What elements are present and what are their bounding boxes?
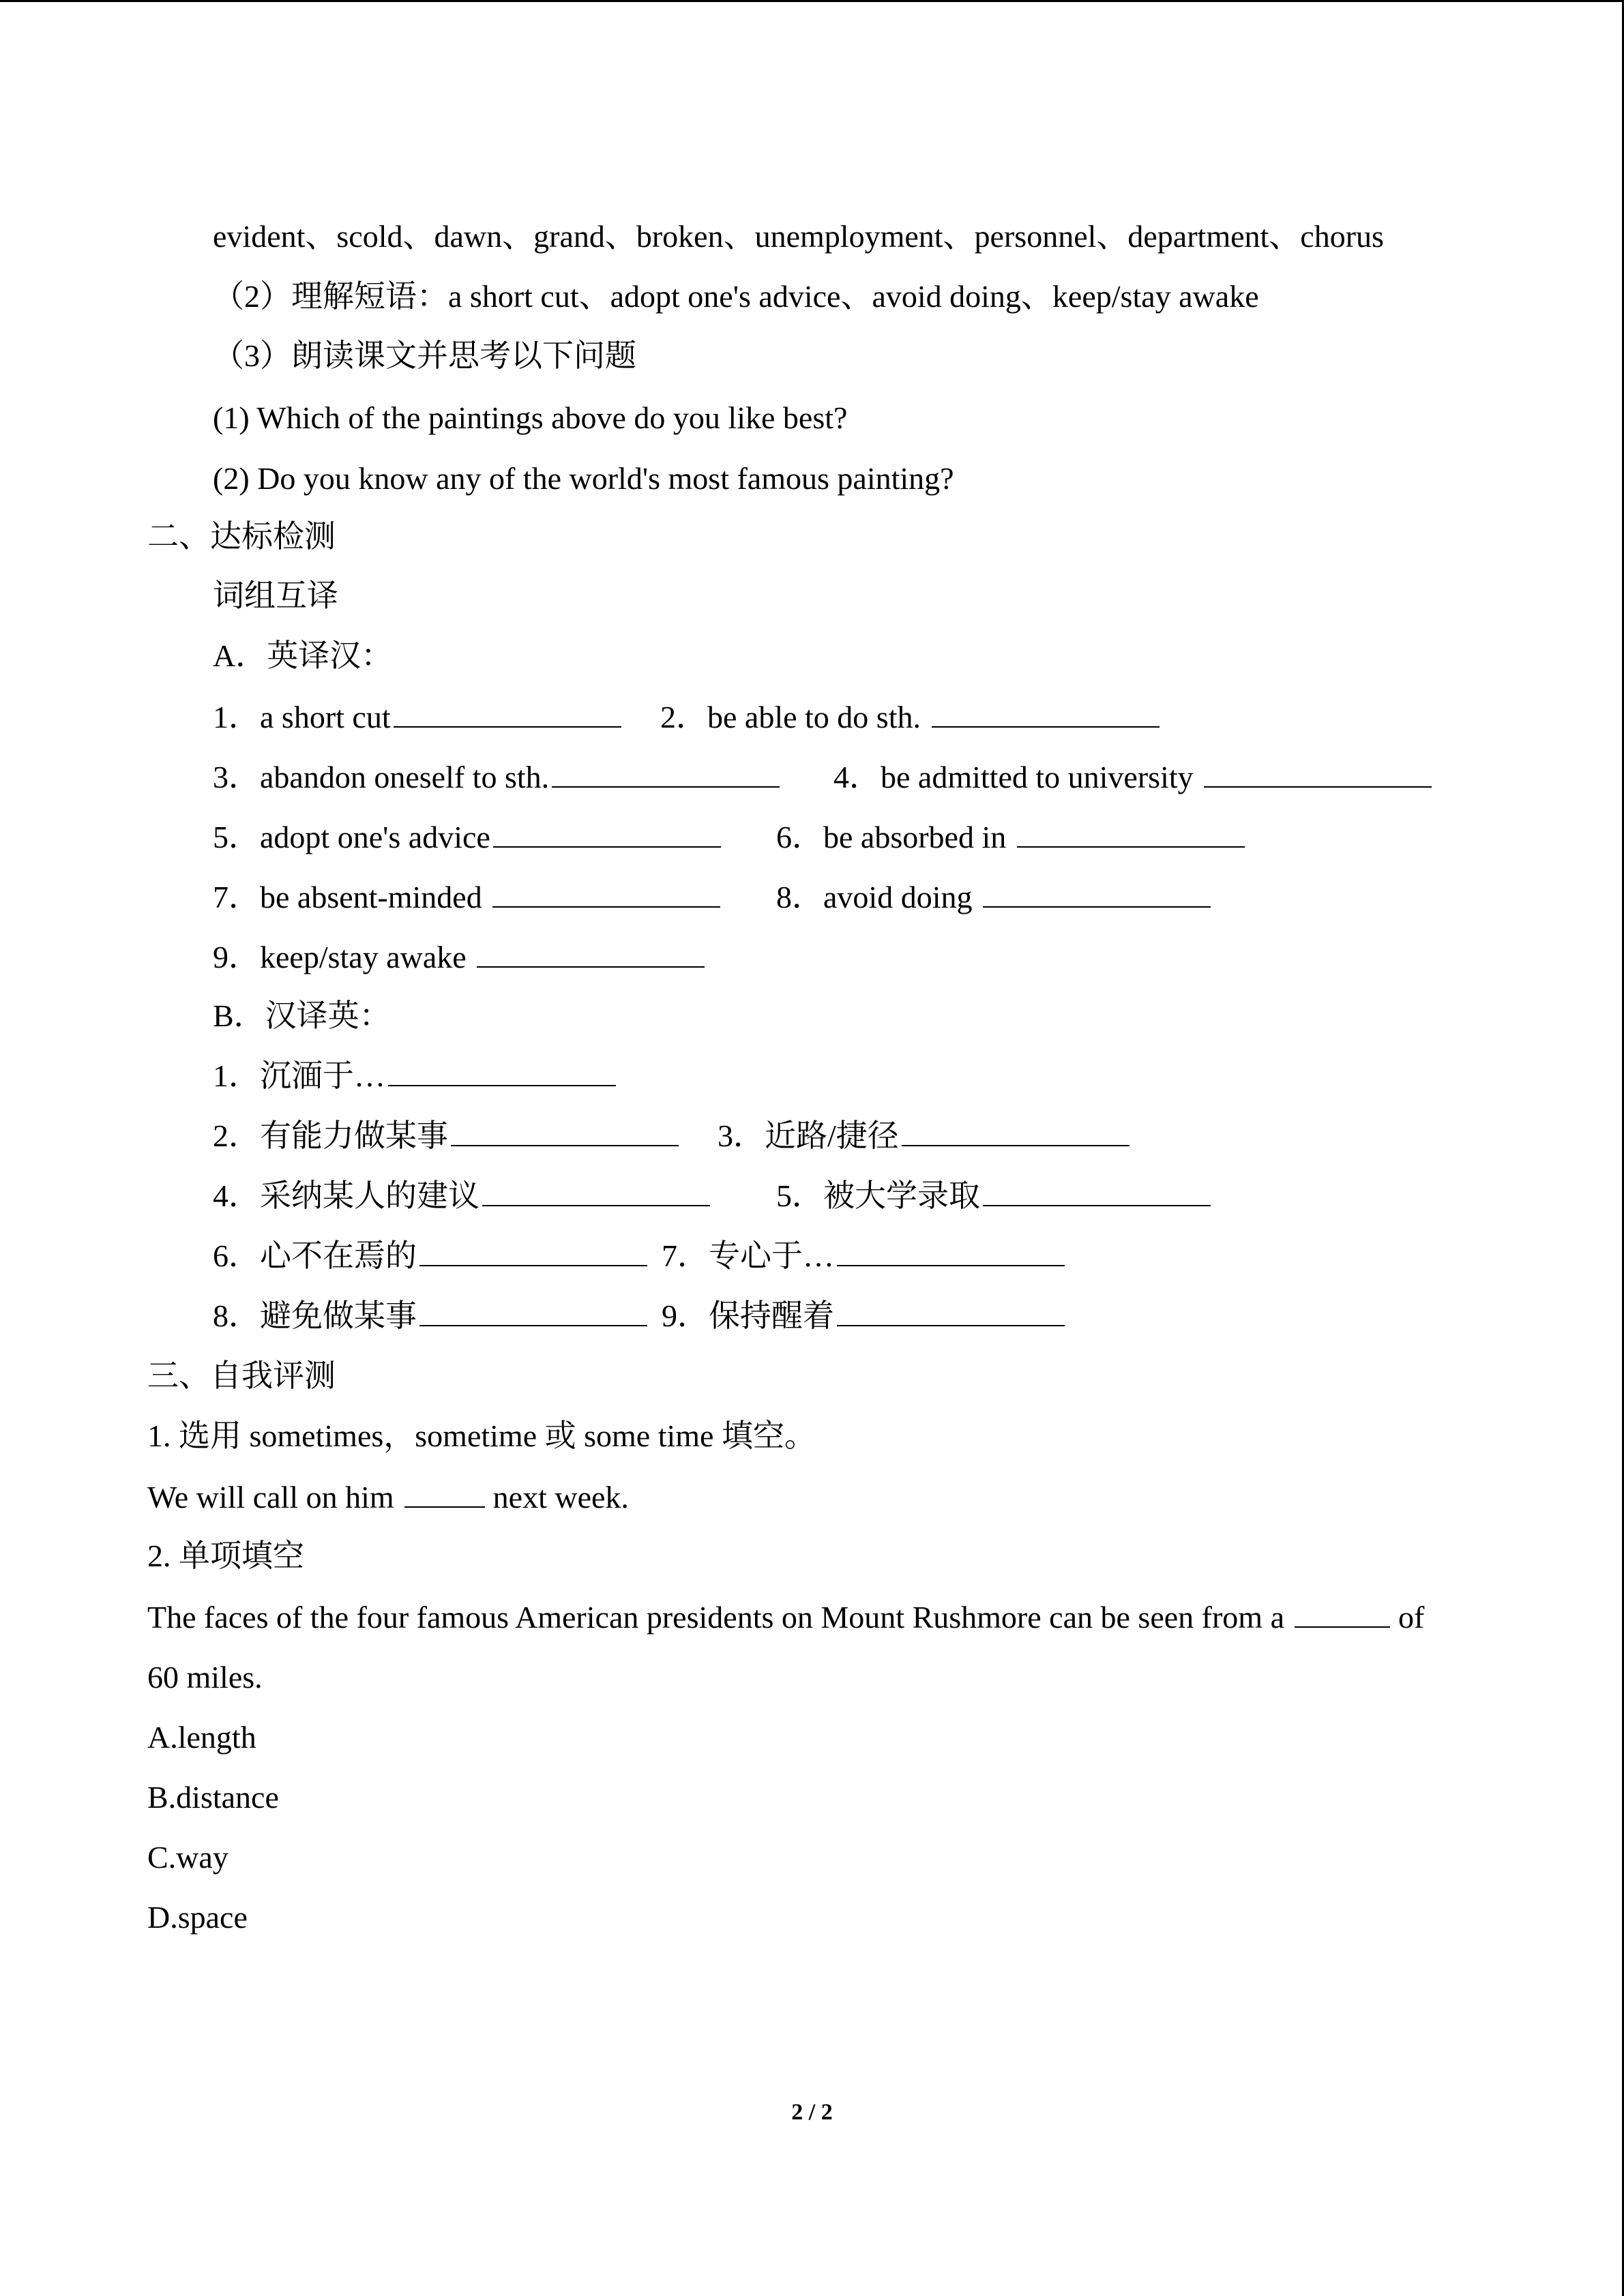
answer-blank[interactable] xyxy=(477,939,705,968)
answer-blank[interactable] xyxy=(837,1298,1065,1326)
a-item-2 xyxy=(660,698,1160,736)
q2-sentence-line-2: 60 miles. xyxy=(147,1660,263,1695)
answer-blank[interactable] xyxy=(837,1238,1065,1266)
section-2-subheading: 词组互译 xyxy=(213,578,338,613)
a-item-6-text: 6．be absorbed in xyxy=(776,820,1014,854)
q1-sentence-end: next week. xyxy=(485,1480,629,1515)
section-3-heading: 三、自我评测 xyxy=(147,1358,336,1393)
a-item-4-text: 4．be admitted to university xyxy=(833,760,1202,794)
option-d: D.space xyxy=(147,1900,248,1935)
answer-blank[interactable] xyxy=(419,1238,647,1266)
a-item-2-text: 2．be able to do sth. xyxy=(660,700,929,734)
answer-blank[interactable] xyxy=(1295,1599,1390,1628)
a-item-5-text: 5．adopt one's advice xyxy=(213,820,490,854)
b-item-2-text: 2．有能力做某事 xyxy=(213,1118,448,1153)
b-item-4-text: 4．采纳某人的建议 xyxy=(213,1178,479,1213)
b-item-3 xyxy=(718,1117,1130,1155)
answer-blank[interactable] xyxy=(388,1058,616,1086)
b-item-6-text: 6．心不在焉的 xyxy=(213,1238,417,1273)
vocab-line: evident、scold、dawn、grand、broken、unemployment、personnel、department、chorus xyxy=(213,219,1384,254)
q2-title: 2. 单项填空 xyxy=(147,1538,304,1573)
a-item-8 xyxy=(776,878,1211,916)
b-item-1 xyxy=(213,1057,616,1095)
a-item-3 xyxy=(213,758,780,796)
option-a: A.length xyxy=(147,1720,256,1755)
b-item-6 xyxy=(213,1237,647,1275)
a-item-3-text: 3．abandon oneself to sth. xyxy=(213,760,550,794)
b-item-5 xyxy=(776,1177,1211,1215)
answer-blank[interactable] xyxy=(983,879,1211,908)
phrases-line: （2）理解短语：a short cut、adopt one's advice、avoid doing、keep/stay awake xyxy=(213,279,1259,314)
reading-task-line: （3）朗读课文并思考以下问题 xyxy=(213,338,636,373)
q1-sentence-start: We will call on him xyxy=(147,1480,402,1515)
answer-blank[interactable] xyxy=(419,1298,647,1326)
a-item-1 xyxy=(213,698,621,736)
answer-blank[interactable] xyxy=(902,1118,1130,1146)
b-item-1-text: 1．沉湎于… xyxy=(213,1058,385,1093)
b-item-9-text: 9．保持醒着 xyxy=(662,1298,834,1333)
answer-blank[interactable] xyxy=(492,879,720,908)
question-2: (2) Do you know any of the world's most famous painting? xyxy=(213,461,954,496)
q2-sentence-line-1 xyxy=(147,1598,1424,1637)
a-item-6 xyxy=(776,818,1245,856)
answer-blank[interactable] xyxy=(1017,819,1245,848)
q1-title: 1. 选用 sometimes，sometime 或 some time 填空。 xyxy=(147,1418,816,1453)
a-item-7-text: 7．be absent-minded xyxy=(213,880,490,914)
a-item-1-text: 1．a short cut xyxy=(213,700,391,734)
answer-blank[interactable] xyxy=(394,699,621,728)
part-b-heading: B．汉译英： xyxy=(213,998,391,1033)
a-item-8-text: 8．avoid doing xyxy=(776,880,980,914)
question-1: (1) Which of the paintings above do you like best? xyxy=(213,400,848,435)
a-item-7 xyxy=(213,878,720,916)
answer-blank[interactable] xyxy=(482,1178,710,1206)
b-item-2 xyxy=(213,1117,679,1155)
answer-blank[interactable] xyxy=(983,1178,1211,1206)
page-number: 2 / 2 xyxy=(791,2100,833,2125)
option-c: C.way xyxy=(147,1840,228,1875)
q2-sentence-start: The faces of the four famous American presidents on Mount Rushmore can be seen from a xyxy=(147,1600,1293,1635)
b-item-4 xyxy=(213,1177,710,1215)
b-item-7-text: 7．专心于… xyxy=(662,1238,834,1273)
a-item-4 xyxy=(833,758,1432,796)
answer-blank[interactable] xyxy=(493,819,721,848)
answer-blank[interactable] xyxy=(1204,759,1432,788)
q1-sentence xyxy=(147,1478,629,1517)
b-item-5-text: 5．被大学录取 xyxy=(776,1178,980,1213)
page-border-top xyxy=(0,0,1624,2)
part-a-heading: A．英译汉： xyxy=(213,638,393,673)
b-item-7 xyxy=(662,1237,1065,1275)
b-item-8-text: 8．避免做某事 xyxy=(213,1298,417,1333)
answer-blank[interactable] xyxy=(552,759,780,788)
q2-sentence-end: of xyxy=(1390,1600,1425,1635)
section-2-heading: 二、达标检测 xyxy=(147,519,336,554)
b-item-8 xyxy=(213,1297,647,1335)
a-item-9-text: 9．keep/stay awake xyxy=(213,940,475,974)
answer-blank[interactable] xyxy=(404,1479,485,1508)
a-item-5 xyxy=(213,818,721,856)
answer-blank[interactable] xyxy=(932,699,1160,728)
a-item-9 xyxy=(213,938,705,976)
answer-blank[interactable] xyxy=(451,1118,679,1146)
b-item-9 xyxy=(662,1297,1065,1335)
b-item-3-text: 3．近路/捷径 xyxy=(718,1118,899,1153)
option-b: B.distance xyxy=(147,1780,279,1815)
